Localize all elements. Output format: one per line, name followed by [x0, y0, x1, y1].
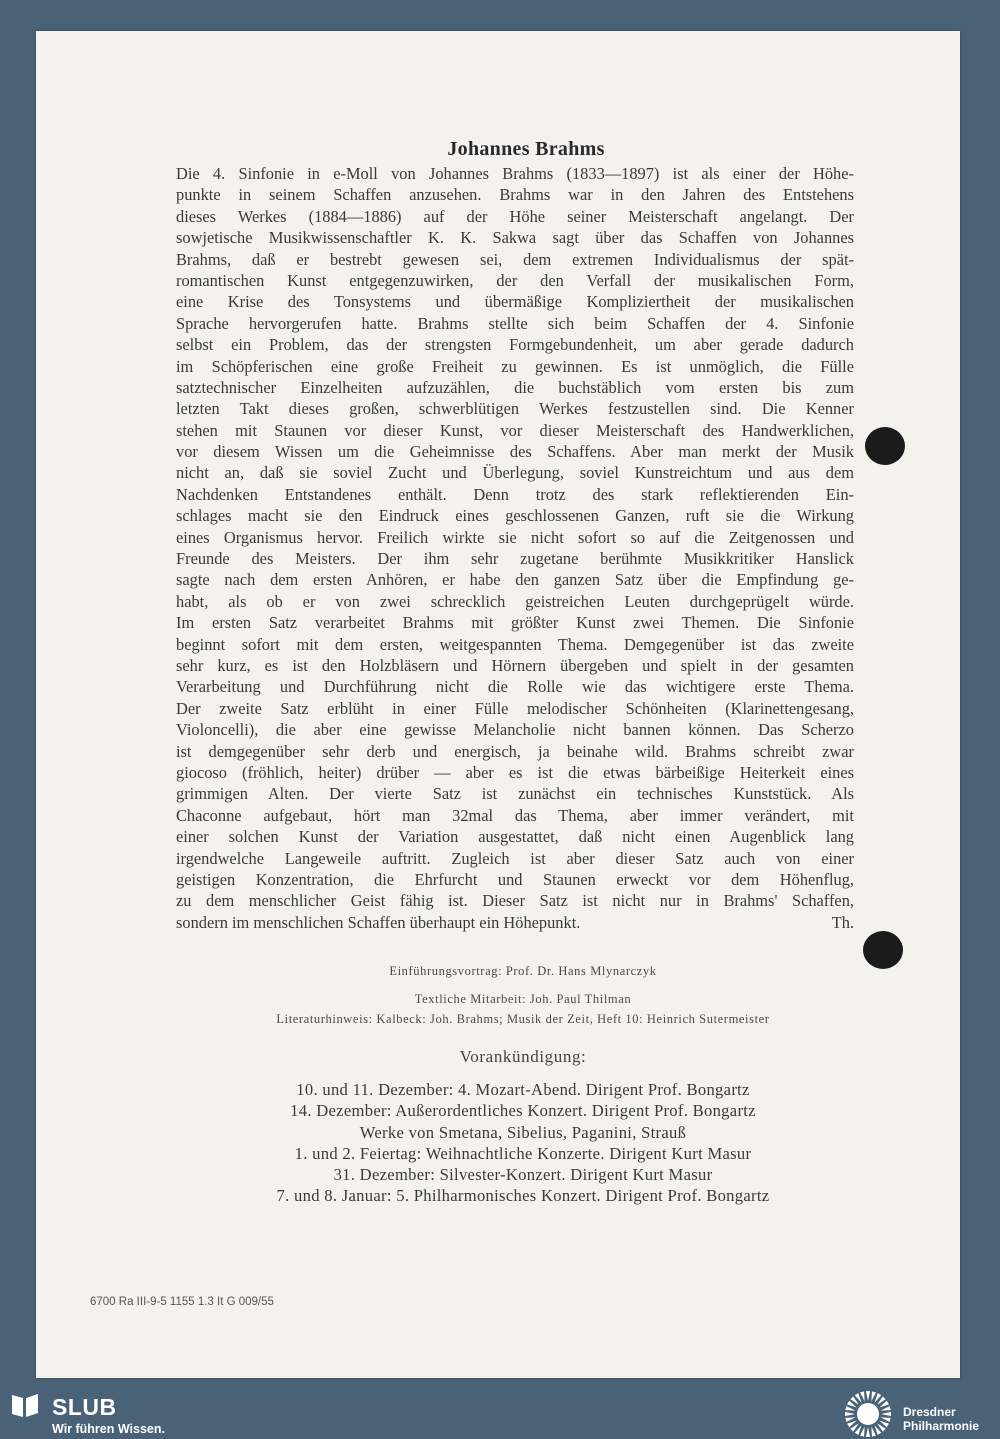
- body-line: Der zweite Satz erblüht in einer Fülle melodischer Schönheiten (Klarinettengesang,: [176, 698, 854, 718]
- print-code: 6700 Ra III-9-5 1155 1.3 It G 009/55: [90, 1296, 274, 1308]
- body-line: sehr kurz, es ist den Holzbläsern und Hörnern übergeben und spielt in der gesamten: [176, 655, 854, 675]
- announcement-item: 14. Dezember: Außerordentliches Konzert. Dirigent Prof. Bongartz: [290, 1101, 756, 1121]
- announcement-item: 1. und 2. Feiertag: Weihnachtliche Konzerte. Dirigent Kurt Masur: [294, 1143, 752, 1163]
- punch-hole: [865, 427, 905, 465]
- body-line: Im ersten Satz verarbeitet Brahms mit größter Kunst zwei Themen. Die Sinfonie: [176, 613, 854, 633]
- philharmonie-line2: Philharmonie: [903, 1419, 980, 1433]
- body-line: sagte nach dem ersten Anhören, er habe den ganzen Satz über die Empfindung ge-: [176, 570, 854, 590]
- signature: Th.: [831, 912, 854, 932]
- body-line: Verarbeitung und Durchführung nicht die Rolle wie das wichtigere erste Thema.: [176, 677, 854, 697]
- announcement-item: 7. und 8. Januar: 5. Philharmonisches Konzert. Dirigent Prof. Bongartz: [276, 1186, 770, 1206]
- body-line: zu dem menschlicher Geist fähig ist. Dieser Satz ist nicht nur in Brahms' Schaffen,: [176, 891, 854, 911]
- body-line: einer solchen Kunst der Variation ausgestattet, daß nicht einen Augenblick lang: [176, 827, 854, 847]
- slub-logo-text[interactable]: SLUB: [52, 1394, 117, 1420]
- body-line: sowjetische Musikwissenschaftler K. K. Sakwa sagt über das Schaffen von Johannes: [176, 228, 854, 248]
- body-line: satztechnischer Einzelheiten aufzuzählen, die buchstäblich vom ersten bis zum: [176, 377, 854, 397]
- slub-book-icon[interactable]: [10, 1392, 40, 1418]
- body-line: selbst ein Problem, das der strengsten Formgebundenheit, um aber gerade dadurch: [176, 335, 854, 355]
- body-line: Brahms, daß er bestrebt gewesen sei, dem extremen Individualismus der spät-: [176, 249, 854, 269]
- body-line: romantischen Kunst entgegenzuwirken, der den Verfall der musikalischen Form,: [176, 270, 854, 290]
- body-line: ist demgegenüber sehr derb und energisch, ja beinahe wild. Brahms schreibt zwar: [176, 741, 854, 761]
- body-line: Die 4. Sinfonie in e-Moll von Johannes Brahms (1833—1897) ist als einer der Höhe-: [176, 164, 854, 183]
- philharmonie-line1: Dresdner: [903, 1405, 956, 1419]
- body-line: grimmigen Alten. Der vierte Satz ist zunächst ein technisches Kunststück. Als: [176, 784, 854, 804]
- viewer-footer: [0, 1388, 1000, 1439]
- body-line: irgendwelche Langeweile auftritt. Zugleich ist aber dieser Satz auch von einer: [176, 848, 854, 868]
- body-line: schlages macht sie den Eindruck eines geschlossenen Ganzen, ruft sie die Wirkung: [176, 506, 854, 526]
- body-line: geistigen Konzentration, die Ehrfurcht und Staunen erweckt vor dem Höhenflug,: [176, 869, 854, 889]
- body-line: Sprache hervorgerufen hatte. Brahms stellte sich beim Schaffen der 4. Sinfonie: [176, 313, 854, 333]
- body-line: eine Krise des Tonsystems und übermäßige Kompliziertheit der musikalischen: [176, 292, 854, 312]
- closing-line: [176, 912, 854, 933]
- philharmonie-logo-text[interactable]: [903, 1405, 979, 1433]
- body-line: punkte in seinem Schaffen anzusehen. Brahms war in den Jahren des Entstehens: [176, 185, 854, 205]
- article-body: [176, 163, 854, 933]
- body-line: habt, als ob er von zwei schrecklich geistreichen Leuten durchgeprügelt würde.: [176, 591, 854, 611]
- body-line: nicht an, daß sie soviel Zucht und Überlegung, soviel Kunstreichtum und aus dem: [176, 463, 854, 483]
- philharmonie-sun-icon[interactable]: [840, 1388, 896, 1439]
- announcement-item: Werke von Smetana, Sibelius, Paganini, Strauß: [359, 1122, 687, 1142]
- document-title: Johannes Brahms: [447, 138, 605, 160]
- body-line: giocoso (fröhlich, heiter) drüber — aber es ist die etwas bärbeißige Heiterkeit eines: [176, 762, 854, 782]
- announcement-list: [96, 1079, 950, 1207]
- body-line: beginnt sofort mit dem ersten, weitgespannten Thema. Demgegenüber ist das zweite: [176, 634, 854, 654]
- body-line: Violoncelli), die aber eine gewisse Melancholie nicht bannen können. Das Scherzo: [176, 720, 854, 740]
- text-collaboration-credit: Textliche Mitarbeit: Joh. Paul Thilman: [414, 992, 632, 1006]
- announcement-item: 31. Dezember: Silvester-Konzert. Dirigent Kurt Masur: [333, 1165, 713, 1185]
- body-line: letzten Takt dieses großen, schwerblütigen Werkes festzustellen sind. Die Kenner: [176, 399, 854, 419]
- body-line: im Schöpferischen eine große Freiheit zu gewinnen. Es ist unmöglich, die Fülle: [176, 356, 854, 376]
- document-page: [36, 31, 960, 1378]
- announcement-item: 10. und 11. Dezember: 4. Mozart-Abend. Dirigent Prof. Bongartz: [296, 1080, 750, 1099]
- slub-tagline: Wir führen Wissen.: [52, 1422, 165, 1436]
- body-line: Nachdenken Entstandenes enthält. Denn trotz des stark reflektierenden Ein-: [176, 484, 854, 504]
- body-line: Freunde des Meisters. Der ihm sehr zugetane berühmte Musikkritiker Hanslick: [176, 549, 854, 569]
- body-line: dieses Werkes (1884—1886) auf der Höhe seiner Meisterschaft angelangt. Der: [176, 206, 854, 226]
- announcement-heading: Vorankündigung:: [459, 1047, 587, 1066]
- body-line: vor diesem Wissen um die Geheimnisse des Schaffens. Aber man merkt der Musik: [176, 442, 854, 462]
- literature-reference: Literaturhinweis: Kalbeck: Joh. Brahms; Musik der Zeit, Heft 10: Heinrich Sutermeister: [276, 1012, 770, 1026]
- body-line: eines Organismus hervor. Freilich wirkte sie nicht sofort so auf die Zeitgenossen und: [176, 527, 854, 547]
- body-line: Chaconne aufgebaut, hört man 32mal das Thema, aber immer verändert, mit: [176, 805, 854, 825]
- body-line: stehen mit Staunen vor dieser Kunst, vor dieser Meisterschaft des Handwerklichen,: [176, 420, 854, 440]
- closing-text: sondern im menschlichen Schaffen überhaupt ein Höhepunkt.: [176, 912, 581, 932]
- lecture-credit: Einführungsvortrag: Prof. Dr. Hans Mlynarczyk: [389, 964, 657, 978]
